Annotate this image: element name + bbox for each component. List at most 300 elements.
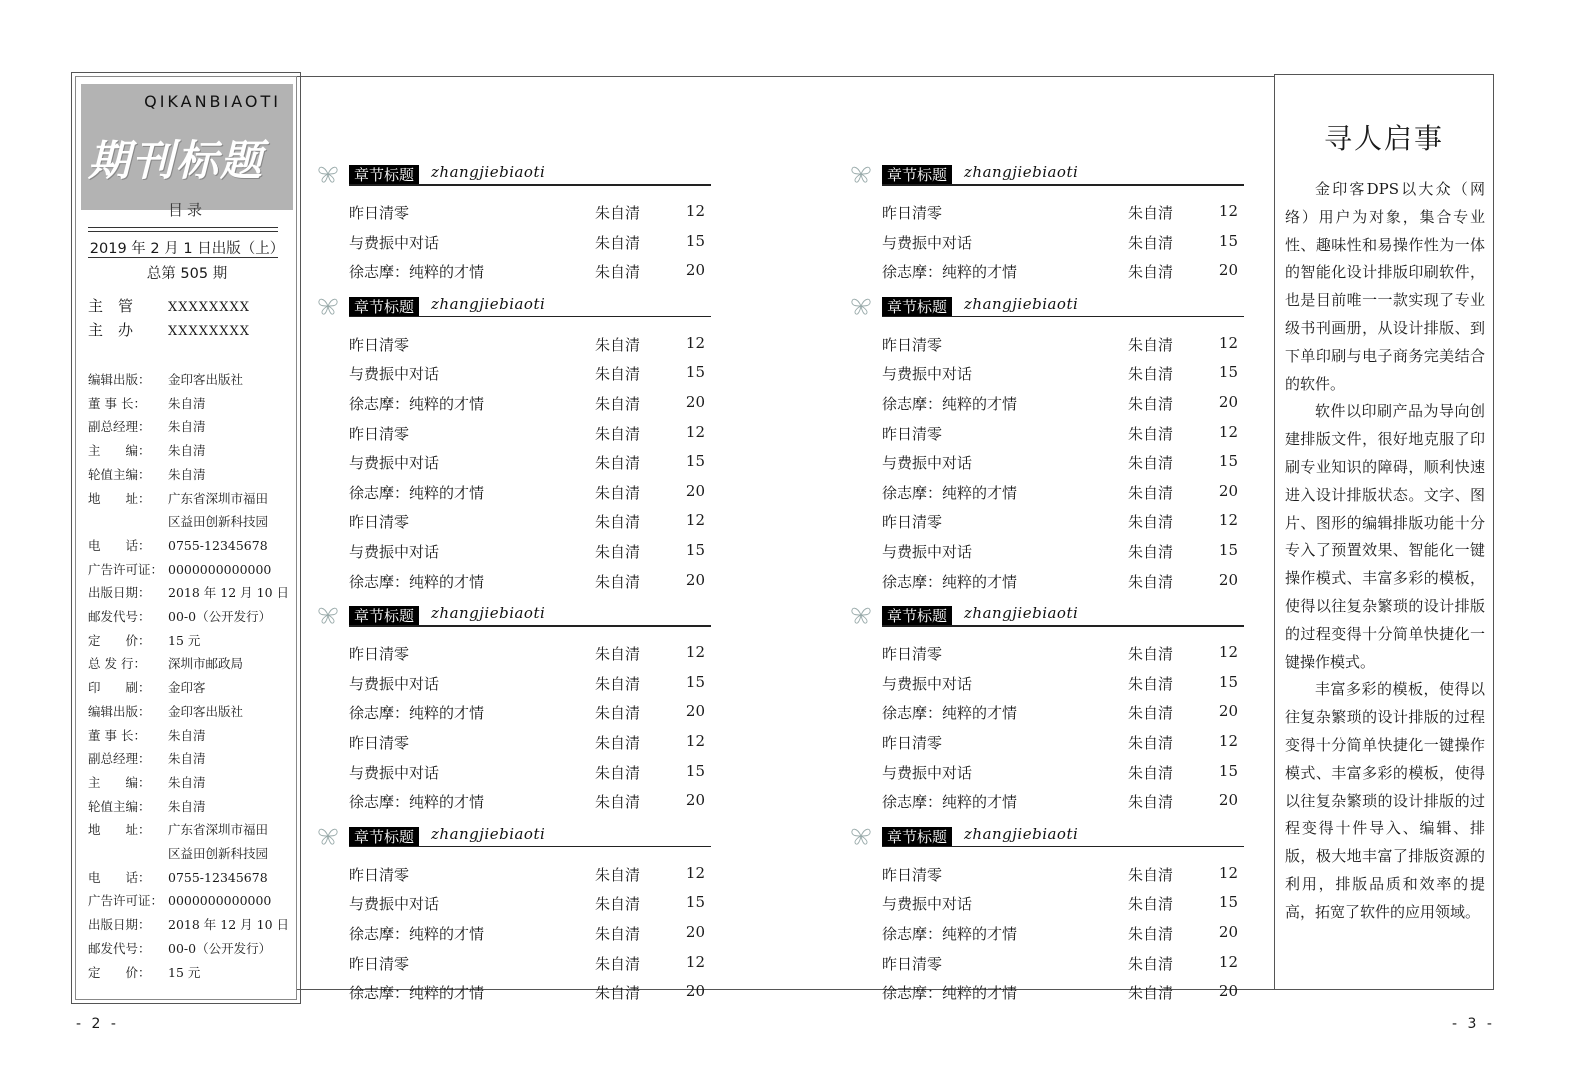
toc-entry-author: 朱自清 bbox=[595, 704, 641, 723]
info-key: 主 编： bbox=[88, 443, 151, 459]
toc-entry-page: 20 bbox=[685, 702, 705, 721]
toc-entry-title: 昨日清零 bbox=[349, 513, 410, 532]
toc-entry-page: 12 bbox=[1218, 202, 1238, 220]
toc-entry[interactable] bbox=[349, 363, 711, 392]
section-pinyin: zhangjiebiaoti bbox=[431, 294, 546, 313]
toc-entry-title: 昨日清零 bbox=[882, 645, 943, 664]
toc-entry-author: 朱自清 bbox=[595, 572, 641, 591]
toc-entry[interactable] bbox=[349, 452, 711, 481]
info-value: 0000000000000 bbox=[168, 893, 272, 909]
toc-entry-author: 朱自清 bbox=[1128, 645, 1174, 664]
toc-entry[interactable] bbox=[349, 791, 711, 820]
toc-entry-title: 徐志摩：纯粹的才情 bbox=[882, 572, 1018, 591]
toc-entry-page: 12 bbox=[1218, 422, 1238, 441]
toc-entry[interactable] bbox=[882, 363, 1244, 392]
info-value: 朱自清 bbox=[168, 419, 206, 435]
masthead-subtitle: QIKANBIAOTI bbox=[144, 92, 281, 111]
info-value: 0755-12345678 bbox=[168, 869, 268, 885]
info-key: 电 话： bbox=[88, 869, 151, 885]
toc-entry-page: 20 bbox=[685, 982, 705, 1001]
toc-entry-author: 朱自清 bbox=[595, 763, 641, 782]
toc-entry-title: 与费振中对话 bbox=[882, 674, 973, 693]
info-key: 总 发 行： bbox=[88, 656, 146, 672]
toc-entry-author: 朱自清 bbox=[595, 674, 641, 693]
toc-entry-author: 朱自清 bbox=[595, 984, 641, 1003]
toc-entry-author: 朱自清 bbox=[1128, 984, 1174, 1003]
toc-entry-page: 20 bbox=[1218, 702, 1238, 721]
toc-entry[interactable] bbox=[882, 791, 1244, 820]
toc-entry-title: 昨日清零 bbox=[349, 424, 410, 443]
toc-entry-page: 12 bbox=[685, 732, 705, 750]
toc-entry-title: 昨日清零 bbox=[882, 204, 943, 222]
toc-entry[interactable] bbox=[349, 953, 711, 982]
info-key: 地 址： bbox=[88, 490, 151, 506]
section-rule bbox=[349, 316, 711, 318]
toc-entry-author: 朱自清 bbox=[595, 204, 641, 222]
info-row bbox=[88, 487, 293, 534]
toc-entry-author: 朱自清 bbox=[1128, 925, 1174, 943]
info-row bbox=[88, 558, 293, 582]
toc-entry-page: 20 bbox=[1218, 393, 1238, 411]
toc-entry-author: 朱自清 bbox=[1128, 335, 1174, 354]
info-key: 董 事 长： bbox=[88, 395, 146, 411]
info-key: 主 编： bbox=[88, 774, 151, 790]
section-rule bbox=[349, 625, 711, 627]
toc-entry-title: 与费振中对话 bbox=[349, 365, 440, 384]
section-label: 章节标题 bbox=[349, 827, 419, 847]
toc-entry-author: 朱自清 bbox=[1128, 865, 1174, 884]
info-row bbox=[88, 795, 293, 819]
toc-entry-author: 朱自清 bbox=[1128, 543, 1174, 561]
toc-entry[interactable] bbox=[349, 702, 711, 731]
toc-entry-title: 与费振中对话 bbox=[882, 365, 973, 384]
section-pinyin: zhangjiebiaoti bbox=[964, 604, 1079, 623]
toc-entry-title: 徐志摩：纯粹的才情 bbox=[882, 704, 1018, 723]
toc-entry-title: 昨日清零 bbox=[882, 865, 943, 884]
section-label: 章节标题 bbox=[882, 606, 952, 626]
toc-entry-author: 朱自清 bbox=[595, 865, 641, 884]
info-row bbox=[88, 747, 293, 771]
info-key: 广告许可证： bbox=[88, 561, 164, 577]
page-number-left: - 2 - bbox=[76, 1016, 119, 1032]
butterfly-icon bbox=[849, 604, 873, 626]
info-row bbox=[88, 937, 293, 961]
toc-entry-title: 与费振中对话 bbox=[349, 895, 440, 914]
info-row bbox=[88, 676, 293, 700]
toc-entry-author: 朱自清 bbox=[1128, 763, 1174, 782]
toc-entry-author: 朱自清 bbox=[595, 454, 641, 473]
toc-entry-author: 朱自清 bbox=[595, 395, 641, 413]
toc-entry-page: 20 bbox=[685, 791, 705, 810]
toc-entry-page: 20 bbox=[1218, 570, 1238, 589]
toc-entry-title: 与费振中对话 bbox=[349, 543, 440, 561]
notice-paragraph: 金印客DPS以大众（网络）用户为对象，集合专业性、趣味性和易操作性为一体的智能化设计排版印刷软件，也是目前唯一一款实现了专业级书刊画册，从设计排版、到下单印刷与电子商务完美结合的软件。 bbox=[1285, 180, 1485, 393]
info-key: 副总经理： bbox=[88, 419, 151, 435]
toc-entry-title: 昨日清零 bbox=[349, 865, 410, 884]
toc-entry-page: 12 bbox=[685, 952, 705, 971]
toc-entry-page: 20 bbox=[685, 570, 705, 589]
toc-entry[interactable] bbox=[882, 702, 1244, 731]
info-value: 2018 年 12 月 10 日 bbox=[168, 917, 289, 933]
info-value: 00-0（公开发行） bbox=[168, 609, 272, 625]
toc-entry-title: 徐志摩：纯粹的才情 bbox=[349, 925, 485, 943]
toc-entry-title: 徐志摩：纯粹的才情 bbox=[349, 793, 485, 812]
toc-entry[interactable] bbox=[349, 261, 711, 290]
toc-entry[interactable] bbox=[349, 762, 711, 791]
info-key: 印 刷： bbox=[88, 680, 151, 696]
toc-entry[interactable] bbox=[349, 673, 711, 702]
toc-entry-author: 朱自清 bbox=[595, 365, 641, 384]
toc-entry-title: 与费振中对话 bbox=[349, 674, 440, 693]
divider bbox=[88, 227, 278, 228]
info-value: 00-0（公开发行） bbox=[168, 940, 272, 956]
toc-entry-author: 朱自清 bbox=[1128, 233, 1174, 252]
info-key: 副总经理： bbox=[88, 751, 151, 767]
divider bbox=[88, 231, 278, 232]
toc-entry-page: 15 bbox=[1218, 363, 1238, 382]
toc-entry-author: 朱自清 bbox=[595, 925, 641, 943]
info-row bbox=[88, 818, 293, 865]
info-value: 2018 年 12 月 10 日 bbox=[168, 585, 289, 601]
toc-entry[interactable] bbox=[349, 334, 711, 363]
toc-entry[interactable] bbox=[882, 673, 1244, 702]
toc-entry-page: 12 bbox=[1218, 511, 1238, 530]
section-label: 章节标题 bbox=[349, 606, 419, 626]
section-pinyin: zhangjiebiaoti bbox=[964, 824, 1079, 843]
toc-entry-page: 12 bbox=[1218, 643, 1238, 662]
section-rule bbox=[349, 184, 711, 186]
toc-entry[interactable] bbox=[349, 893, 711, 922]
toc-entry-page: 15 bbox=[685, 541, 705, 559]
sponsor-row bbox=[88, 295, 250, 316]
divider bbox=[88, 257, 278, 258]
toc-entry[interactable] bbox=[882, 923, 1244, 952]
notice-paragraph: 软件以印刷产品为导向创建排版文件，很好地克服了印刷专业知识的障碍，顺利快速进入设计排版状态。文字、图片、图形的编辑排版功能十分专入了预置效果、智能化一键操作模式、丰富多彩的模板，使得以往复杂繁琐的设计排版的过程变得十分简单快捷化一键操作模式。 bbox=[1285, 402, 1485, 671]
toc-entry-author: 朱自清 bbox=[595, 645, 641, 664]
toc-entry-page: 12 bbox=[1218, 333, 1238, 352]
toc-entry[interactable] bbox=[882, 643, 1244, 672]
toc-entry-page: 12 bbox=[1218, 952, 1238, 971]
toc-entry[interactable] bbox=[882, 982, 1244, 1011]
toc-entry-title: 徐志摩：纯粹的才情 bbox=[349, 483, 485, 502]
toc-entry-title: 昨日清零 bbox=[882, 335, 943, 354]
toc-entry[interactable] bbox=[349, 541, 711, 570]
toc-entry-title: 徐志摩：纯粹的才情 bbox=[349, 704, 485, 723]
toc-entry-page: 20 bbox=[685, 481, 705, 500]
toc-entry[interactable] bbox=[349, 232, 711, 261]
toc-entry-title: 与费振中对话 bbox=[882, 763, 973, 782]
info-key: 地 址： bbox=[88, 822, 151, 838]
section-pinyin: zhangjiebiaoti bbox=[431, 163, 546, 181]
toc-entry-title: 昨日清零 bbox=[349, 204, 410, 222]
info-row bbox=[88, 771, 293, 795]
info-value: 金印客出版社 bbox=[168, 372, 244, 387]
sponsor-key: 主 管 bbox=[88, 297, 134, 315]
butterfly-icon bbox=[849, 295, 873, 317]
toc-entry-title: 与费振中对话 bbox=[882, 895, 973, 914]
toc-entry-title: 昨日清零 bbox=[349, 335, 410, 354]
toc-entry-author: 朱自清 bbox=[595, 424, 641, 443]
info-value: 朱自清 bbox=[168, 443, 206, 459]
toc-entry-author: 朱自清 bbox=[595, 895, 641, 914]
info-value: 朱自清 bbox=[168, 774, 206, 790]
info-value: 广东省深圳市福田 区益田创新科技园 bbox=[168, 822, 269, 862]
toc-entry-title: 徐志摩：纯粹的才情 bbox=[882, 925, 1018, 943]
toc-entry-title: 徐志摩：纯粹的才情 bbox=[882, 483, 1018, 502]
toc-entry-author: 朱自清 bbox=[1128, 263, 1174, 282]
toc-entry-author: 朱自清 bbox=[595, 263, 641, 282]
toc-entry[interactable] bbox=[882, 762, 1244, 791]
toc-entry-author: 朱自清 bbox=[1128, 454, 1174, 473]
info-value: 朱自清 bbox=[168, 727, 206, 743]
info-key: 电 话： bbox=[88, 537, 151, 553]
section-label: 章节标题 bbox=[882, 827, 952, 847]
notice-paragraph: 丰富多彩的模板，使得以往复杂繁琐的设计排版的过程变得十分简单快捷化一键操作模式、丰富多彩的模板，使得以往复杂繁琐的设计排版的过程变得十件导入、编辑、排版，极大地丰富了排版资源的利用，排版品质和效率的提高，拓宽了软件的应用领域。 bbox=[1285, 680, 1485, 921]
toc-entry-page: 20 bbox=[1218, 261, 1238, 280]
toc-column-right bbox=[849, 163, 1249, 1003]
butterfly-icon bbox=[849, 163, 873, 185]
info-value: 朱自清 bbox=[168, 466, 206, 482]
toc-entry-title: 与费振中对话 bbox=[349, 763, 440, 782]
toc-entry-author: 朱自清 bbox=[595, 793, 641, 812]
info-row bbox=[88, 913, 293, 937]
info-value: 0755-12345678 bbox=[168, 537, 268, 553]
toc-entry-title: 与费振中对话 bbox=[882, 233, 973, 252]
toc-entry-title: 昨日清零 bbox=[882, 734, 943, 752]
issue-number: 总第 505 期 bbox=[146, 266, 228, 282]
toc-entry[interactable] bbox=[882, 202, 1244, 231]
toc-entry[interactable] bbox=[882, 511, 1244, 540]
butterfly-icon bbox=[316, 163, 340, 185]
section-header bbox=[316, 604, 716, 630]
info-row bbox=[88, 392, 293, 416]
section-header bbox=[849, 825, 1249, 851]
info-row bbox=[88, 889, 293, 913]
info-row bbox=[88, 629, 293, 653]
toc-entry-title: 徐志摩：纯粹的才情 bbox=[349, 263, 485, 282]
info-row bbox=[88, 700, 293, 724]
toc-entry[interactable] bbox=[882, 571, 1244, 600]
toc-entry[interactable] bbox=[882, 334, 1244, 363]
info-key: 董 事 长： bbox=[88, 727, 146, 743]
toc-entry-title: 徐志摩：纯粹的才情 bbox=[882, 984, 1018, 1003]
info-row bbox=[88, 439, 293, 463]
info-key: 出版日期： bbox=[88, 917, 151, 933]
section-pinyin: zhangjiebiaoti bbox=[964, 163, 1079, 181]
toc-entry-title: 徐志摩：纯粹的才情 bbox=[349, 572, 485, 591]
info-value: 金印客 bbox=[168, 680, 206, 696]
toc-entry-author: 朱自清 bbox=[1128, 204, 1174, 222]
toc-entry-title: 与费振中对话 bbox=[882, 543, 973, 561]
toc-entry-title: 昨日清零 bbox=[349, 954, 410, 973]
notice-title: 寻人启事 bbox=[1323, 122, 1444, 155]
info-row bbox=[88, 605, 293, 629]
page-number-right: - 3 - bbox=[1452, 1016, 1495, 1032]
section-header bbox=[316, 163, 716, 189]
toc-entry-author: 朱自清 bbox=[1128, 954, 1174, 973]
toc-entry[interactable] bbox=[349, 923, 711, 952]
toc-entry-title: 昨日清零 bbox=[882, 954, 943, 973]
toc-entry[interactable] bbox=[882, 864, 1244, 893]
toc-entry[interactable] bbox=[882, 953, 1244, 982]
section-label: 章节标题 bbox=[349, 297, 419, 317]
toc-entry-title: 与费振中对话 bbox=[882, 454, 973, 473]
info-row bbox=[88, 866, 293, 890]
toc-entry-author: 朱自清 bbox=[1128, 513, 1174, 532]
toc-entry-author: 朱自清 bbox=[1128, 793, 1174, 812]
section-rule bbox=[882, 625, 1244, 627]
section-label: 章节标题 bbox=[882, 297, 952, 317]
toc-entry-page: 12 bbox=[685, 643, 705, 662]
info-key: 出版日期： bbox=[88, 585, 151, 601]
info-key: 广告许可证： bbox=[88, 893, 164, 909]
section-header bbox=[316, 295, 716, 321]
toc-entry-title: 与费振中对话 bbox=[349, 454, 440, 473]
info-key: 定 价： bbox=[88, 964, 151, 980]
toc-entry-page: 12 bbox=[1218, 863, 1238, 882]
section-label: 章节标题 bbox=[349, 165, 419, 185]
butterfly-icon bbox=[316, 604, 340, 626]
toc-entry[interactable] bbox=[349, 643, 711, 672]
info-key: 定 价： bbox=[88, 632, 151, 648]
toc-entry-page: 12 bbox=[685, 511, 705, 530]
toc-entry-author: 朱自清 bbox=[1128, 734, 1174, 752]
toc-entry-author: 朱自清 bbox=[1128, 704, 1174, 723]
toc-entry-author: 朱自清 bbox=[595, 543, 641, 561]
info-key: 轮值主编： bbox=[88, 798, 151, 814]
toc-entry-title: 徐志摩：纯粹的才情 bbox=[882, 793, 1018, 812]
toc-entry-author: 朱自清 bbox=[1128, 674, 1174, 693]
toc-entry[interactable] bbox=[882, 732, 1244, 761]
toc-entry-title: 徐志摩：纯粹的才情 bbox=[349, 984, 485, 1003]
toc-entry-page: 20 bbox=[1218, 982, 1238, 1001]
sponsor-row bbox=[88, 319, 250, 340]
info-value: 广东省深圳市福田 区益田创新科技园 bbox=[168, 490, 269, 530]
section-rule bbox=[882, 184, 1244, 186]
toc-entry[interactable] bbox=[882, 893, 1244, 922]
sponsor-key: 主 办 bbox=[88, 321, 134, 339]
toc-entry-page: 12 bbox=[685, 202, 705, 220]
toc-entry[interactable] bbox=[349, 482, 711, 511]
info-value: 深圳市邮政局 bbox=[168, 656, 244, 672]
info-row bbox=[88, 368, 293, 392]
toc-entry-page: 15 bbox=[1218, 452, 1238, 471]
toc-entry-page: 15 bbox=[1218, 893, 1238, 912]
section-rule bbox=[882, 316, 1244, 318]
info-row bbox=[88, 534, 293, 558]
issue-date: 2019 年 2 月 1 日出版（上） bbox=[89, 241, 285, 257]
toc-entry-title: 昨日清零 bbox=[882, 513, 943, 532]
info-value: 15 元 bbox=[168, 632, 201, 648]
section-pinyin: zhangjiebiaoti bbox=[431, 604, 546, 623]
toc-entry-page: 20 bbox=[685, 393, 705, 411]
info-value: 0000000000000 bbox=[168, 561, 272, 577]
toc-entry[interactable] bbox=[349, 732, 711, 761]
info-value: 朱自清 bbox=[168, 395, 206, 411]
toc-entry-author: 朱自清 bbox=[1128, 483, 1174, 502]
toc-entry-page: 20 bbox=[1218, 791, 1238, 810]
toc-entry-page: 20 bbox=[1218, 481, 1238, 500]
section-rule bbox=[349, 846, 711, 848]
toc-entry-page: 12 bbox=[685, 333, 705, 352]
toc-entry[interactable] bbox=[882, 232, 1244, 261]
section-label: 章节标题 bbox=[882, 165, 952, 185]
toc-entry-author: 朱自清 bbox=[595, 513, 641, 532]
toc-entry-title: 昨日清零 bbox=[349, 734, 410, 752]
section-header bbox=[849, 604, 1249, 630]
toc-entry-page: 15 bbox=[685, 363, 705, 382]
sponsor-value: XXXXXXXX bbox=[168, 324, 251, 339]
toc-entry[interactable] bbox=[349, 511, 711, 540]
toc-entry[interactable] bbox=[882, 423, 1244, 452]
toc-entry-author: 朱自清 bbox=[595, 954, 641, 973]
masthead-title: 期刊标题 bbox=[88, 136, 265, 185]
toc-entry[interactable] bbox=[349, 864, 711, 893]
toc-entry-page: 15 bbox=[685, 761, 705, 780]
info-row bbox=[88, 581, 293, 605]
info-value: 朱自清 bbox=[168, 798, 206, 814]
toc-entry[interactable] bbox=[882, 541, 1244, 570]
toc-entry-page: 20 bbox=[685, 261, 705, 280]
toc-entry-title: 徐志摩：纯粹的才情 bbox=[882, 395, 1018, 413]
toc-entry[interactable] bbox=[349, 202, 711, 231]
info-row bbox=[88, 463, 293, 487]
sponsor-value: XXXXXXXX bbox=[168, 300, 251, 315]
toc-entry[interactable] bbox=[349, 423, 711, 452]
toc-entry-author: 朱自清 bbox=[1128, 572, 1174, 591]
toc-entry-author: 朱自清 bbox=[1128, 365, 1174, 384]
toc-entry-author: 朱自清 bbox=[595, 335, 641, 354]
butterfly-icon bbox=[316, 825, 340, 847]
toc-entry[interactable] bbox=[349, 393, 711, 422]
info-key: 轮值主编： bbox=[88, 466, 151, 482]
section-pinyin: zhangjiebiaoti bbox=[431, 824, 546, 843]
toc-entry[interactable] bbox=[882, 482, 1244, 511]
toc-entry-author: 朱自清 bbox=[595, 483, 641, 502]
info-key: 编辑出版： bbox=[88, 372, 151, 387]
toc-entry-page: 12 bbox=[1218, 732, 1238, 750]
toc-entry[interactable] bbox=[882, 261, 1244, 290]
contents-label: 目录 bbox=[167, 201, 206, 219]
toc-entry-page: 15 bbox=[1218, 672, 1238, 691]
section-header bbox=[849, 295, 1249, 321]
toc-entry-title: 徐志摩：纯粹的才情 bbox=[882, 263, 1018, 282]
toc-entry-author: 朱自清 bbox=[595, 734, 641, 752]
toc-entry[interactable] bbox=[349, 982, 711, 1011]
info-key: 邮发代号： bbox=[88, 609, 151, 625]
toc-entry-page: 15 bbox=[1218, 761, 1238, 780]
toc-entry-title: 昨日清零 bbox=[882, 424, 943, 443]
info-row bbox=[88, 724, 293, 748]
info-value: 金印客出版社 bbox=[168, 703, 244, 719]
info-row bbox=[88, 961, 293, 985]
toc-entry[interactable] bbox=[882, 393, 1244, 422]
info-value: 朱自清 bbox=[168, 751, 206, 767]
toc-entry-page: 15 bbox=[685, 452, 705, 471]
toc-entry-page: 20 bbox=[685, 923, 705, 941]
toc-entry-author: 朱自清 bbox=[1128, 895, 1174, 914]
info-row bbox=[88, 415, 293, 439]
publication-info-list bbox=[88, 368, 293, 984]
toc-entry[interactable] bbox=[882, 452, 1244, 481]
toc-entry[interactable] bbox=[349, 571, 711, 600]
info-key: 编辑出版： bbox=[88, 703, 151, 719]
toc-entry-page: 15 bbox=[685, 672, 705, 691]
butterfly-icon bbox=[316, 295, 340, 317]
toc-column-left bbox=[316, 163, 716, 1003]
toc-entry-page: 12 bbox=[685, 863, 705, 882]
toc-entry-page: 15 bbox=[685, 893, 705, 912]
